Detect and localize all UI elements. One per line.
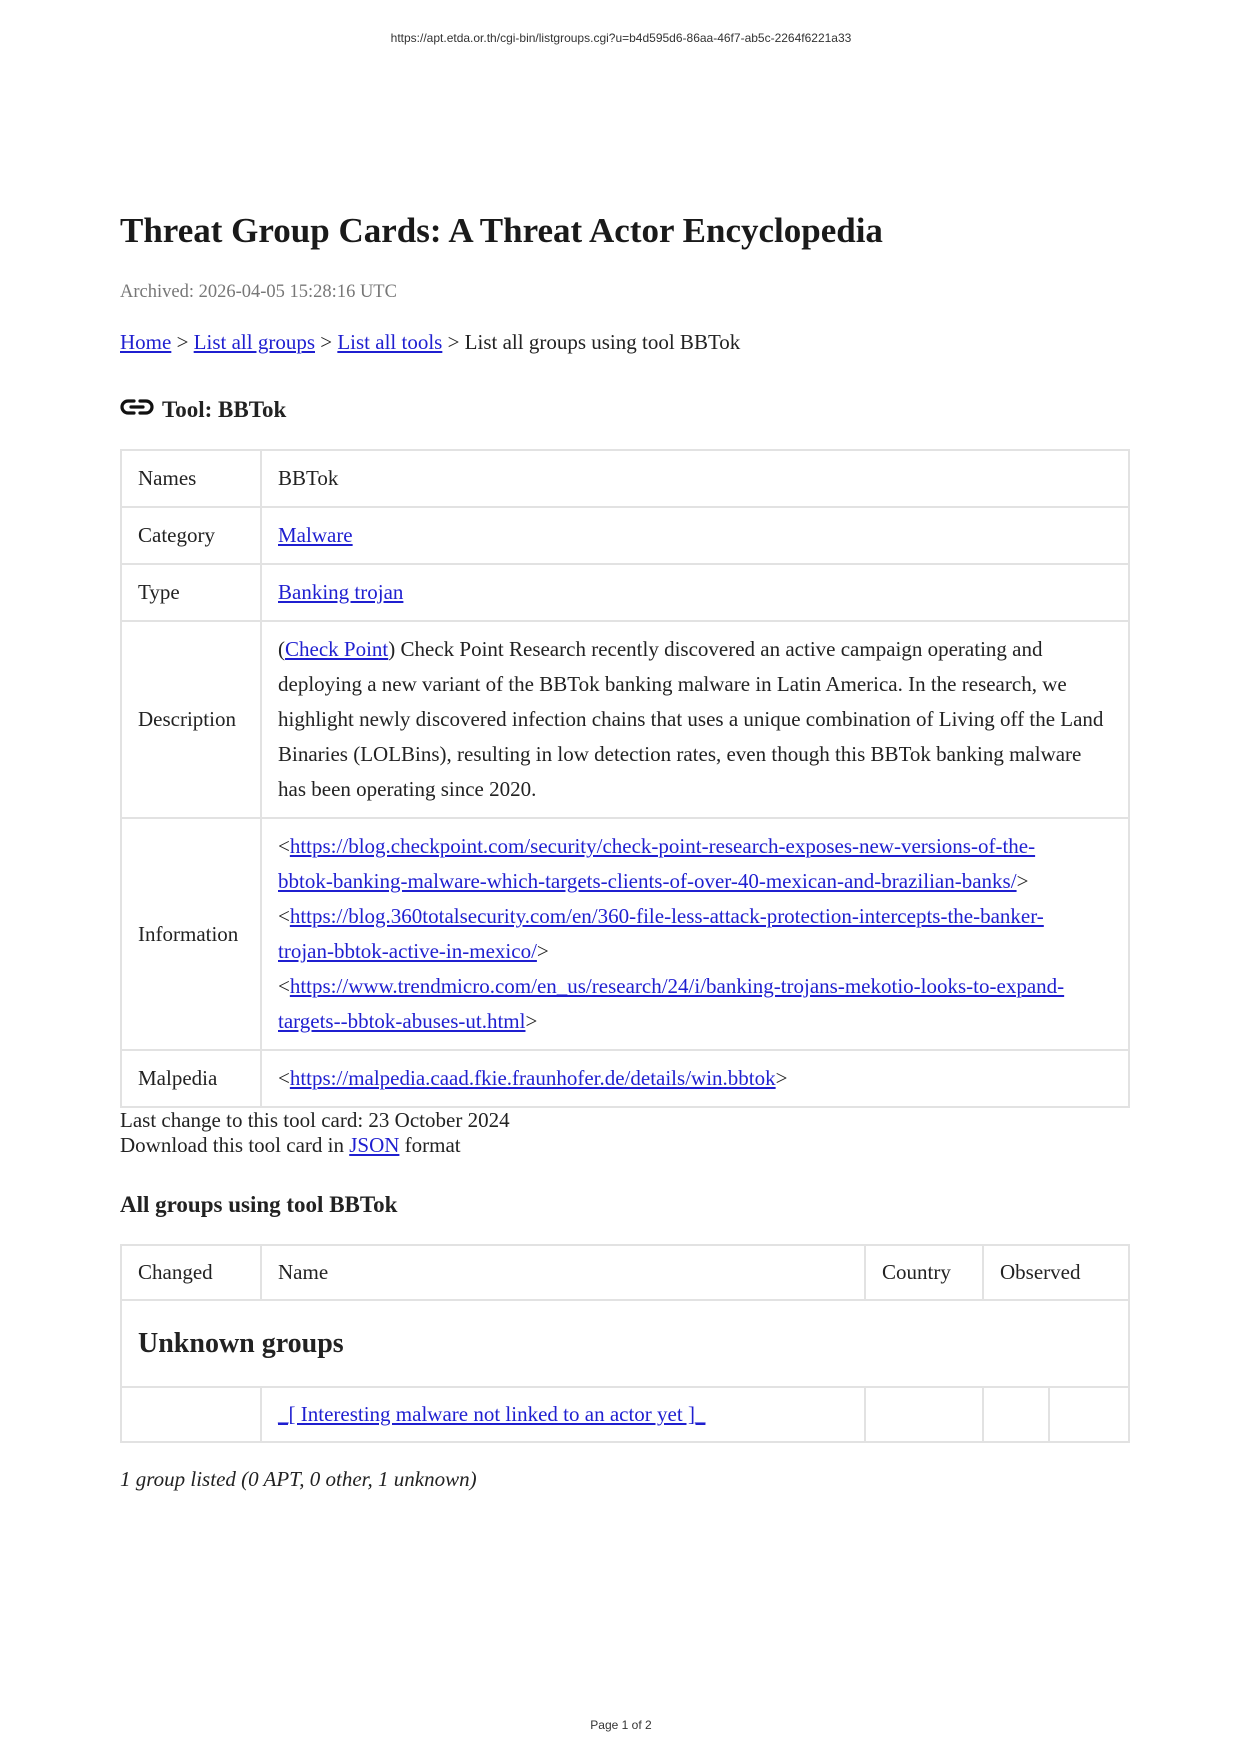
table-row <box>121 818 1129 1050</box>
table-row <box>121 1050 1129 1107</box>
information-label: Information <box>121 818 261 1050</box>
page-number: Page 1 of 2 <box>590 1718 652 1732</box>
table-row <box>121 507 1129 564</box>
page-title: Threat Group Cards: A Threat Actor Encyclopedia <box>120 211 883 250</box>
header-country: Country <box>865 1245 983 1300</box>
malpedia-cell: <https://malpedia.caad.fkie.fraunhofer.de/details/win.bbtok> <box>261 1050 1129 1107</box>
tool-heading-label: Tool: BBTok <box>162 397 287 422</box>
download-prefix: Download this tool card in <box>120 1133 350 1157</box>
table-header-row <box>121 1245 1129 1300</box>
category-label: Category <box>121 507 261 564</box>
table-row <box>121 1387 1129 1442</box>
download-suffix: format <box>399 1133 461 1157</box>
groups-table <box>120 1244 1130 1443</box>
information-link[interactable]: https://blog.360totalsecurity.com/en/360-file-less-attack-protection-intercepts-the-banker- trojan-bbtok-active-in-mexico/ <box>278 904 1044 963</box>
link-icon <box>120 397 154 417</box>
names-label: Names <box>121 450 261 507</box>
information-link[interactable]: https://www.trendmicro.com/en_us/research/24/i/banking-trojans-mekotio-looks-to-expand- targets--bbtok-abuses-ut.html <box>278 974 1065 1033</box>
groups-heading: All groups using tool BBTok <box>120 1192 398 1217</box>
description-label: Description <box>121 621 261 818</box>
section-row <box>121 1300 1129 1387</box>
category-link[interactable]: Malware <box>278 523 353 547</box>
breadcrumb-all-groups-link[interactable]: List all groups <box>193 330 315 354</box>
table-row <box>121 564 1129 621</box>
type-label: Type <box>121 564 261 621</box>
extra-cell <box>1049 1387 1129 1442</box>
observed-cell <box>983 1387 1049 1442</box>
group-link[interactable]: _[ Interesting malware not linked to an actor yet ]_ <box>278 1402 706 1426</box>
breadcrumb-current: > List all groups using tool BBTok <box>442 330 741 354</box>
malpedia-label: Malpedia <box>121 1050 261 1107</box>
tool-info-table <box>120 449 1130 1108</box>
description-cell <box>261 621 1129 818</box>
header-changed: Changed <box>121 1245 261 1300</box>
information-link[interactable]: https://blog.checkpoint.com/security/check-point-research-exposes-new-versions-of-the- bbtok-banking-malware-which-targets-clients-of-over-40-mexican-and-brazilian-banks/ <box>278 834 1036 893</box>
main-content <box>120 210 1130 1492</box>
type-cell <box>261 564 1129 621</box>
header-observed: Observed <box>983 1245 1129 1300</box>
names-value: BBTok <box>261 450 1129 507</box>
json-download-link[interactable]: JSON <box>349 1133 400 1157</box>
groups-summary: 1 group listed (0 APT, 0 other, 1 unknown) <box>120 1467 477 1491</box>
print-header-url: https://apt.etda.or.th/cgi-bin/listgroups.cgi?u=b4d595d6-86aa-46f7-ab5c-2264f6221a33 <box>390 31 852 45</box>
category-cell <box>261 507 1129 564</box>
country-cell <box>865 1387 983 1442</box>
description-text: ) Check Point Research recently discovered an active campaign operating and deploying a new variant of the BBTok banking malware in Latin America. In the research, we highlight newly discovered infection chains that uses a unique combination of Living off the Land Binaries (LOLBins), resulting in low detection rates, even though this BBTok banking malware has been operating since 2020. <box>278 637 1104 801</box>
information-cell: <https://blog.checkpoint.com/security/check-point-research-exposes-new-versions-of-the- bbtok-banking-malware-which-targets-clients-of-over-40-mexican-and-brazilian-banks/> <https://blog.360totalsecurity.com/en/360-file-less-attack-protection-intercepts-the-banker- trojan-bbtok-active-in-mexico/> <https://www.trendmicro.com/en_us/research/24/i/banking-trojans-mekotio-looks-to-expand- targets--bbtok-abuses-ut.html> <box>261 818 1129 1050</box>
description-source-link[interactable]: Check Point <box>285 637 389 661</box>
tool-heading <box>120 397 1130 423</box>
table-row <box>121 450 1129 507</box>
download-line <box>120 1133 1130 1158</box>
table-row <box>121 621 1129 818</box>
header-name: Name <box>261 1245 865 1300</box>
changed-cell <box>121 1387 261 1442</box>
breadcrumb-separator: > <box>315 330 338 354</box>
unknown-groups-title: Unknown groups <box>121 1300 1129 1387</box>
description-paren: ( <box>278 637 285 661</box>
breadcrumb-home-link[interactable]: Home <box>120 330 172 354</box>
breadcrumb-all-tools-link[interactable]: List all tools <box>337 330 443 354</box>
breadcrumb-separator: > <box>171 330 194 354</box>
name-cell <box>261 1387 865 1442</box>
archived-timestamp: Archived: 2026-04-05 15:28:16 UTC <box>120 282 397 302</box>
type-link[interactable]: Banking trojan <box>278 580 404 604</box>
malpedia-link[interactable]: https://malpedia.caad.fkie.fraunhofer.de/details/win.bbtok <box>289 1066 776 1090</box>
breadcrumb <box>120 330 1130 355</box>
last-change-text: Last change to this tool card: 23 October 2024 <box>120 1108 510 1132</box>
